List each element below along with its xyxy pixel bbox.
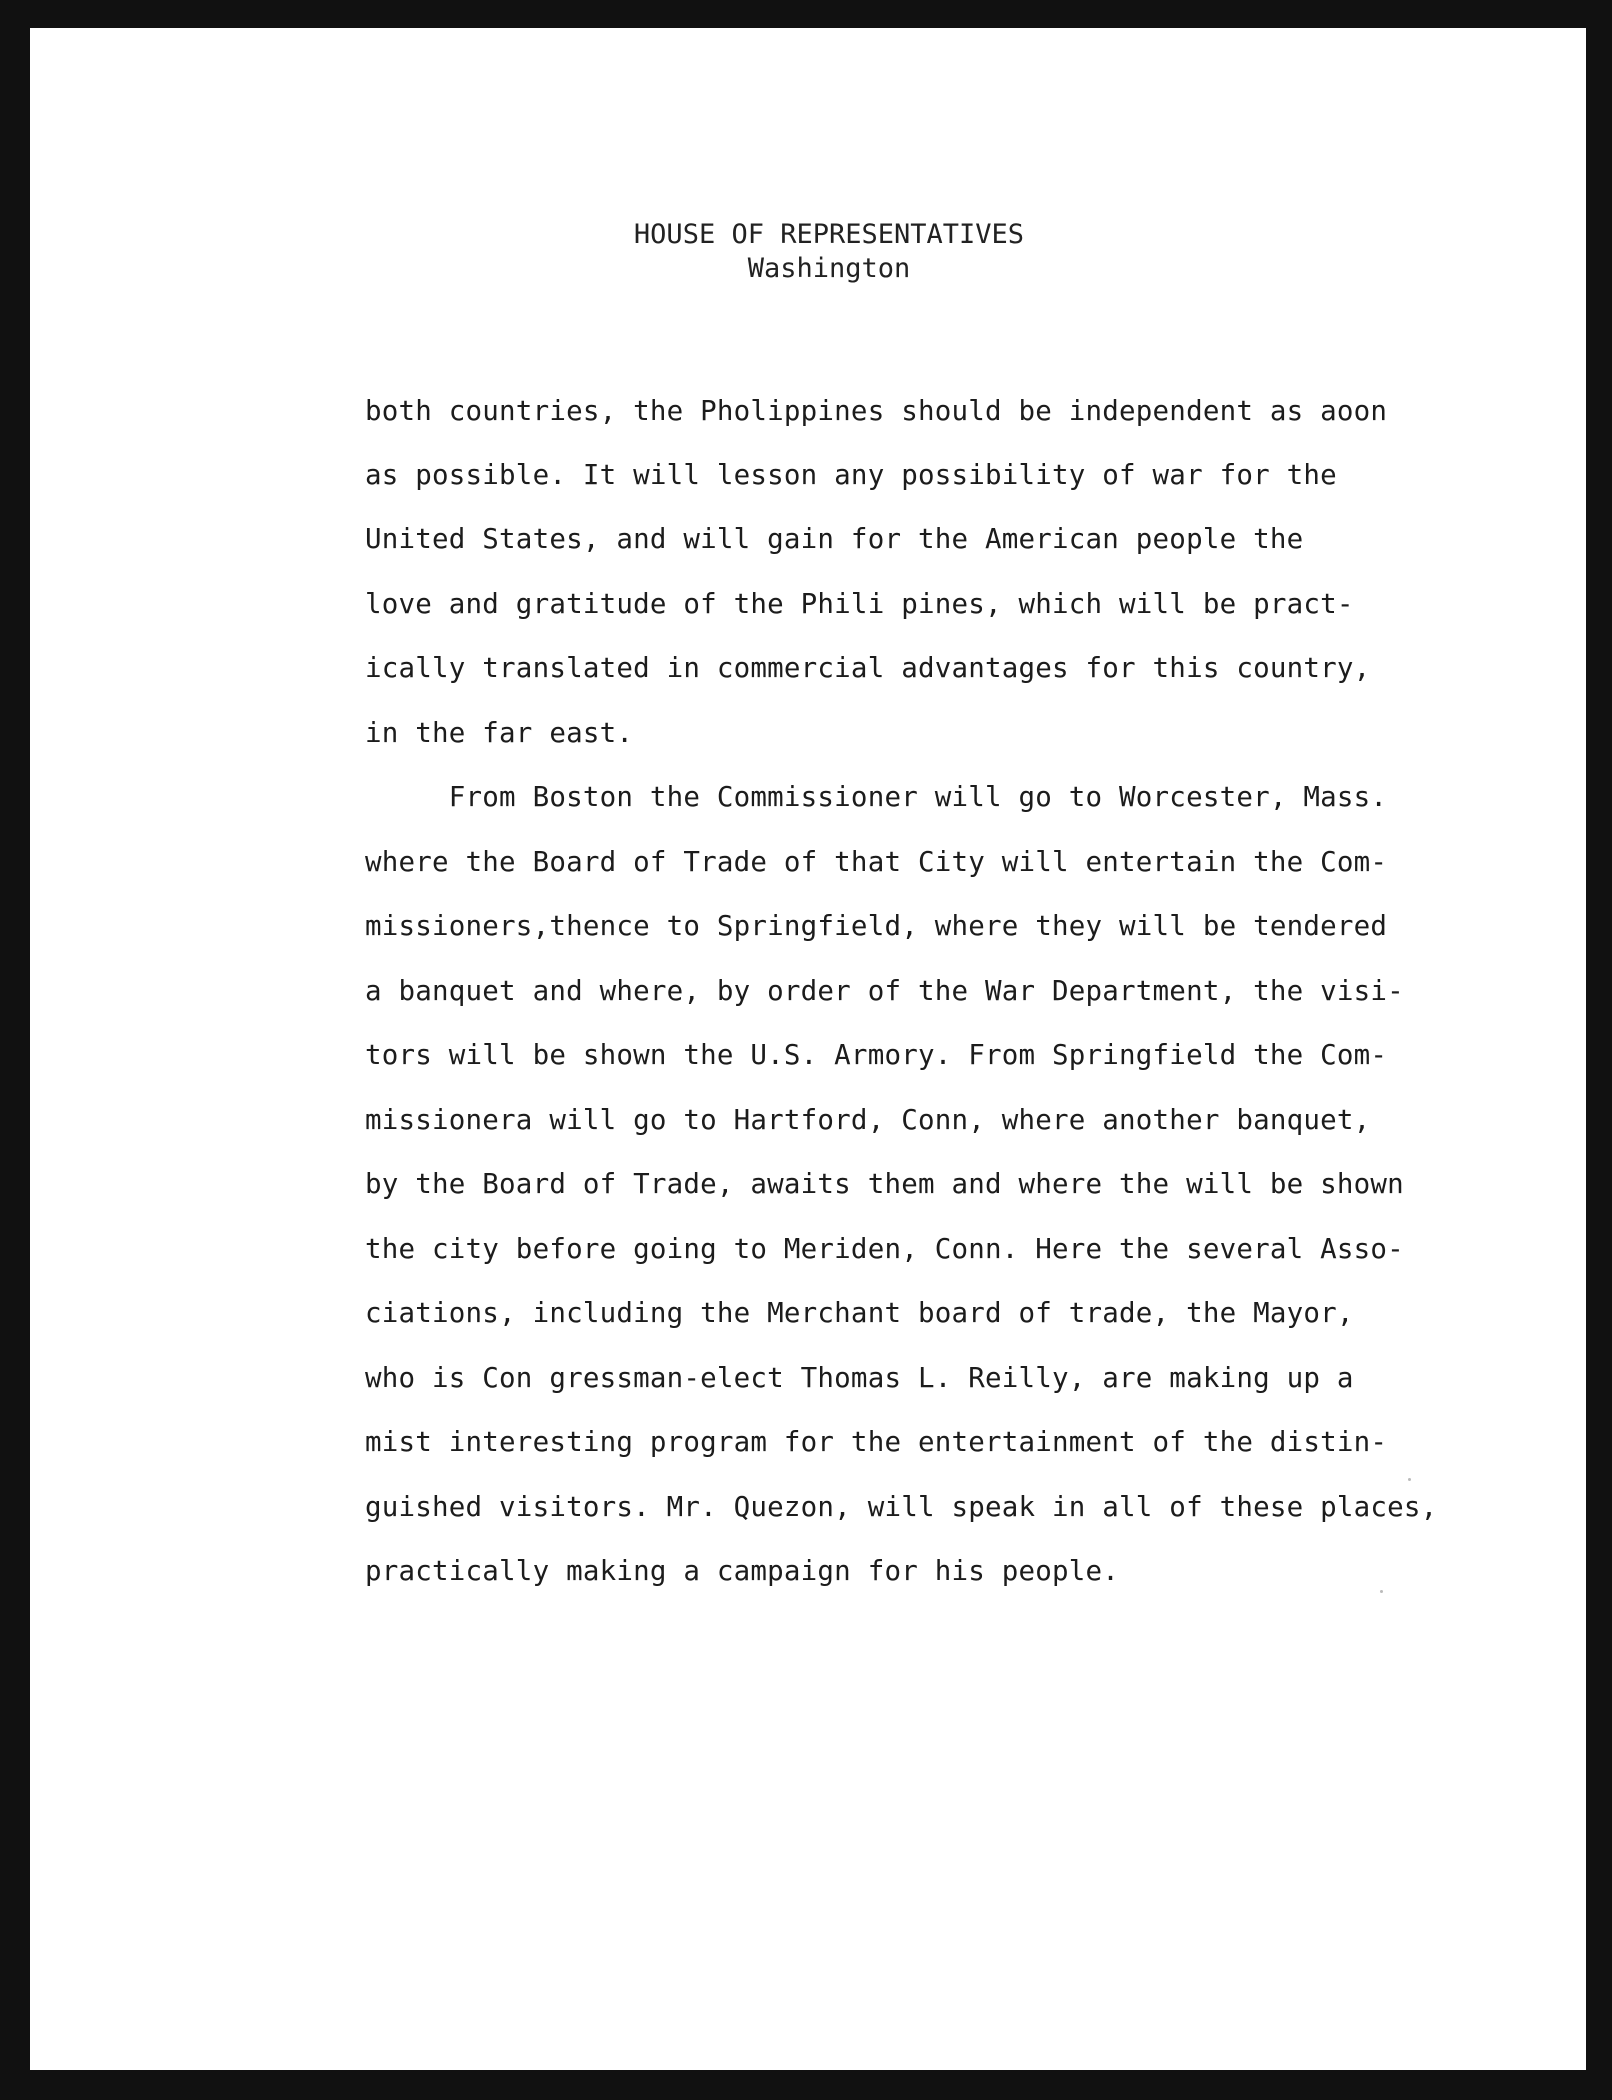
body-line: who is Con gressman-elect Thomas L. Reilly, are making up a <box>365 1362 1354 1394</box>
paper-speck <box>1408 1478 1411 1481</box>
body-line: ciations, including the Merchant board of trade, the Mayor, <box>365 1297 1354 1329</box>
body-line: missioners,thence to Springfield, where they will be tendered <box>365 910 1388 942</box>
body-line: United States, and will gain for the American people the <box>365 523 1304 555</box>
letterhead-city: Washington <box>747 253 911 284</box>
body-line: ically translated in commercial advantages for this country, <box>365 652 1371 684</box>
body-line: guished visitors. Mr. Quezon, will speak in all of these places, <box>365 1491 1438 1523</box>
body-line: From Boston the Commissioner will go to Worcester, Mass. <box>365 781 1388 813</box>
body-line: love and gratitude of the Phili pines, which will be pract- <box>365 588 1354 620</box>
letterhead-title: HOUSE OF REPRESENTATIVES <box>633 219 1025 250</box>
body-line: mist interesting program for the entertainment of the distin- <box>365 1426 1388 1458</box>
body-line: tors will be shown the U.S. Armory. From Springfield the Com- <box>365 1039 1388 1071</box>
document-page <box>30 28 1586 2070</box>
body-line: both countries, the Pholippines should be independent as aoon <box>365 395 1388 427</box>
body-line: a banquet and where, by order of the War Department, the visi- <box>365 975 1404 1007</box>
body-line: practically making a campaign for his people. <box>365 1555 1120 1587</box>
body-line: in the far east. <box>365 717 634 749</box>
body-line: missionera will go to Hartford, Conn, where another banquet, <box>365 1104 1371 1136</box>
body-line: as possible. It will lesson any possibility of war for the <box>365 459 1337 491</box>
body-line: by the Board of Trade, awaits them and where the will be shown <box>365 1168 1404 1200</box>
body-line: where the Board of Trade of that City will entertain the Com- <box>365 846 1388 878</box>
body-line: the city before going to Meriden, Conn. Here the several Asso- <box>365 1233 1404 1265</box>
paper-speck <box>1380 1590 1383 1593</box>
